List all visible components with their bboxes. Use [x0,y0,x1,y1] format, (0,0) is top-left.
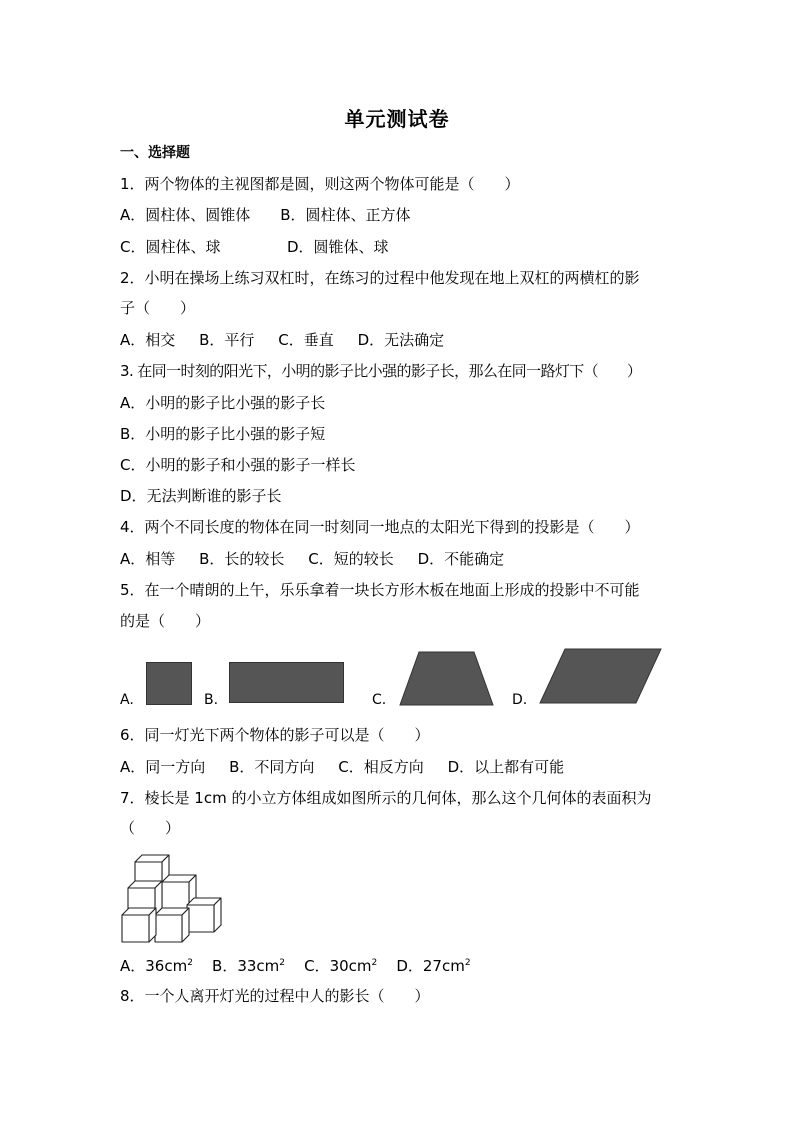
option-c: C．短的较长 [308,550,394,568]
option-d: D．$27cm^2$ [396,957,471,975]
question-2-stem-line-1: 2．小明在操场上练习双杠时，在练习的过程中他发现在地上双杠的两横杠的影 [120,269,640,287]
option-d: D．不能确定 [417,550,505,568]
option-c: C．相反方向 [338,758,424,776]
question-6-options [120,757,564,777]
question-7-stem-line-1: 7．棱长是 1cm 的小立方体组成如图所示的几何体，那么这个几何体的表面积为 [120,789,652,807]
shape-label-b: B. [204,692,219,708]
option-d: D．圆锥体、球 [287,238,389,256]
shape-label-c: C. [372,692,387,708]
question-7-stem-line-2: （ ） [120,819,181,837]
question-5-stem-line-1: 5．在一个晴朗的上午，乐乐拿着一块长方形木板在地面上形成的投影中不可能 [120,581,640,599]
option-b: B．长的较长 [199,550,285,568]
question-2-options [120,330,444,350]
question-6-stem: 6．同一灯光下两个物体的影子可以是（ ） [120,726,430,744]
question-3-option-c: C．小明的影子和小强的影子一样长 [120,456,356,474]
option-c: C．圆柱体、球 [120,238,221,256]
question-3-option-a: A．小明的影子比小强的影子长 [120,394,326,412]
question-8-stem: 8．一个人离开灯光的过程中人的影长（ ） [120,987,430,1005]
option-a: A．相等 [120,550,176,568]
trapezoid-shape [399,651,495,706]
rectangle-shape [229,662,345,704]
question-2-stem-line-2: 子（ ） [120,299,196,317]
option-d: D．无法确定 [357,331,445,349]
option-a: A．相交 [120,331,176,349]
shape-label-a: A. [120,692,134,708]
page-title: 单元测试卷 [344,107,450,131]
option-a: A．圆柱体、圆锥体 [120,206,251,224]
option-d: D．以上都有可能 [447,758,565,776]
question-1-options-row-2 [120,237,389,257]
question-1-options-row-1 [120,205,411,225]
question-5-stem-line-2: 的是（ ） [120,612,211,630]
question-4-stem: 4．两个不同长度的物体在同一时刻同一地点的太阳光下得到的投影是（ ） [120,518,640,536]
question-3-stem: 3. 在同一时刻的阳光下，小明的影子比小强的影子长，那么在同一路灯下（ ） [120,362,642,380]
shape-label-d: D. [512,692,528,708]
question-7-options [120,956,471,976]
option-b: B．圆柱体、正方体 [280,206,411,224]
option-c: C．$30cm^2$ [304,957,378,975]
question-3-option-b: B．小明的影子比小强的影子短 [120,425,326,443]
option-a: A．同一方向 [120,758,206,776]
option-a: A．$36cm^2$ [120,957,193,975]
parallelogram-shape [539,648,663,704]
question-4-options [120,549,504,569]
question-1-stem: 1．两个物体的主视图都是圆，则这两个物体可能是（ ） [120,175,520,193]
option-c: C．垂直 [278,331,334,349]
section-heading: 一、选择题 [120,145,190,161]
option-b: B．平行 [199,331,255,349]
option-b: B．$33cm^2$ [212,957,286,975]
question-3-option-d: D．无法判断谁的影子长 [120,487,282,505]
cube-stack-figure [118,846,228,946]
square-shape [146,662,192,706]
option-b: B．不同方向 [229,758,315,776]
